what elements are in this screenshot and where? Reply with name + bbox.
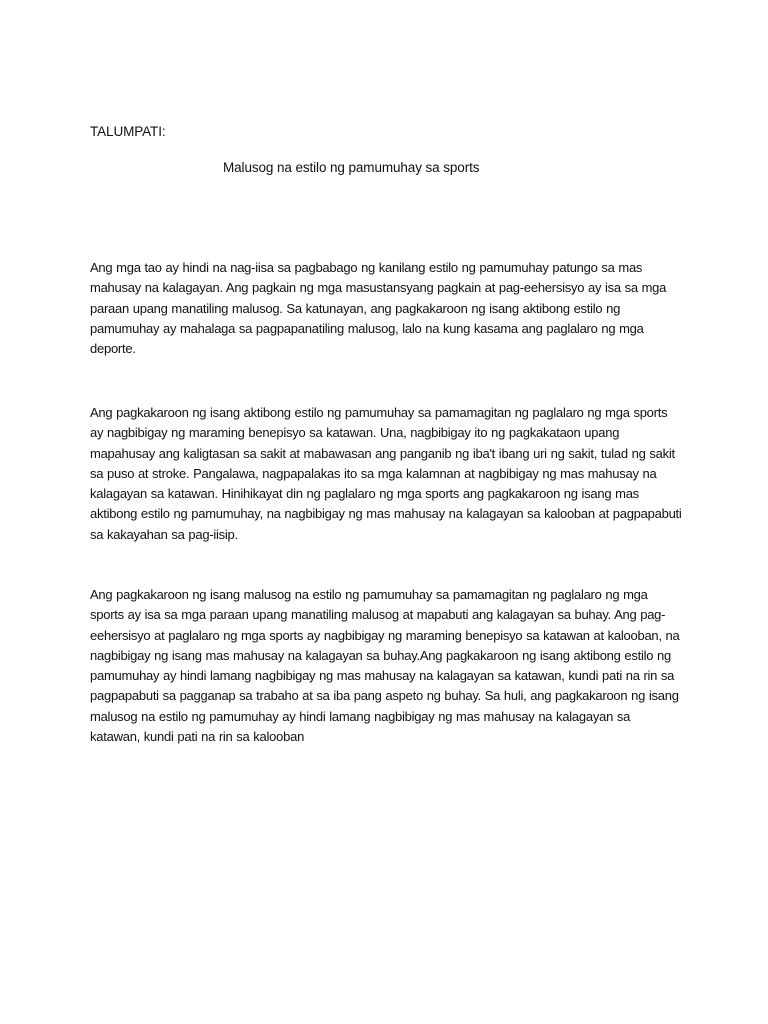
body-paragraph-1: Ang mga tao ay hindi na nag-iisa sa pagbabago ng kanilang estilo ng pamumuhay patungo sa mas mahusay na kalagayan. Ang pagkain ng mga masustansyang pagkain at pag-eehersisyo ay isa sa mga paraan upang manatiling malusog. Sa katunayan, ang pagkakaroon ng isang aktibong estilo ng pamumuhay ay mahalaga sa pagpapanatiling malusog, lalo na kung kasama ang paglalaro ng mga deporte. xyxy=(90,260,667,357)
document-title: Malusog na estilo ng pamumuhay sa sports xyxy=(223,160,480,175)
body-paragraph-3: Ang pagkakaroon ng isang malusog na estilo ng pamumuhay sa pamamagitan ng paglalaro ng mga sports ay isa sa mga paraan upang manatiling malusog at mapabuti ang kalagayan sa buhay. Ang pag-eehersisyo at paglalaro ng mga sports ay nagbibigay ng maraming benepisyo sa katawan at kalooban, na nagbibigay ng isang mas mahusay na kalagayan sa buhay.Ang pagkakaroon ng isang aktibong estilo ng pamumuhay ay hindi lamang nagbibigay ng mas mahusay na kalagayan sa katawan, kundi pati na rin sa pagpapabuti sa pagganap sa trabaho at sa iba pang aspeto ng buhay. Sa huli, ang pagkakaroon ng isang malusog na estilo ng pamumuhay ay hindi lamang nagbibigay ng mas mahusay na kalagayan sa katawan, kundi pati na rin sa kalooban xyxy=(90,587,680,745)
body-paragraph-2: Ang pagkakaroon ng isang aktibong estilo ng pamumuhay sa pamamagitan ng paglalaro ng mga sports ay nagbibigay ng maraming benepisyo sa katawan. Una, nagbibigay ito ng pagkakataon upang mapahusay ang kaligtasan sa sakit at mabawasan ang panganib ng iba't ibang uri ng sakit, tulad ng sakit sa puso at stroke. Pangalawa, nagpapalakas ito sa mga kalamnan at nagbibigay ng mas mahusay na kalagayan sa katawan. Hinihikayat din ng paglalaro ng mga sports ang pagkakaroon ng isang mas aktibong estilo ng pamumuhay, na nagbibigay ng mas mahusay na kalagayan sa kalooban at pagpapabuti sa kakayahan sa pag-iisip. xyxy=(90,405,682,542)
document-label: TALUMPATI: xyxy=(90,124,166,139)
